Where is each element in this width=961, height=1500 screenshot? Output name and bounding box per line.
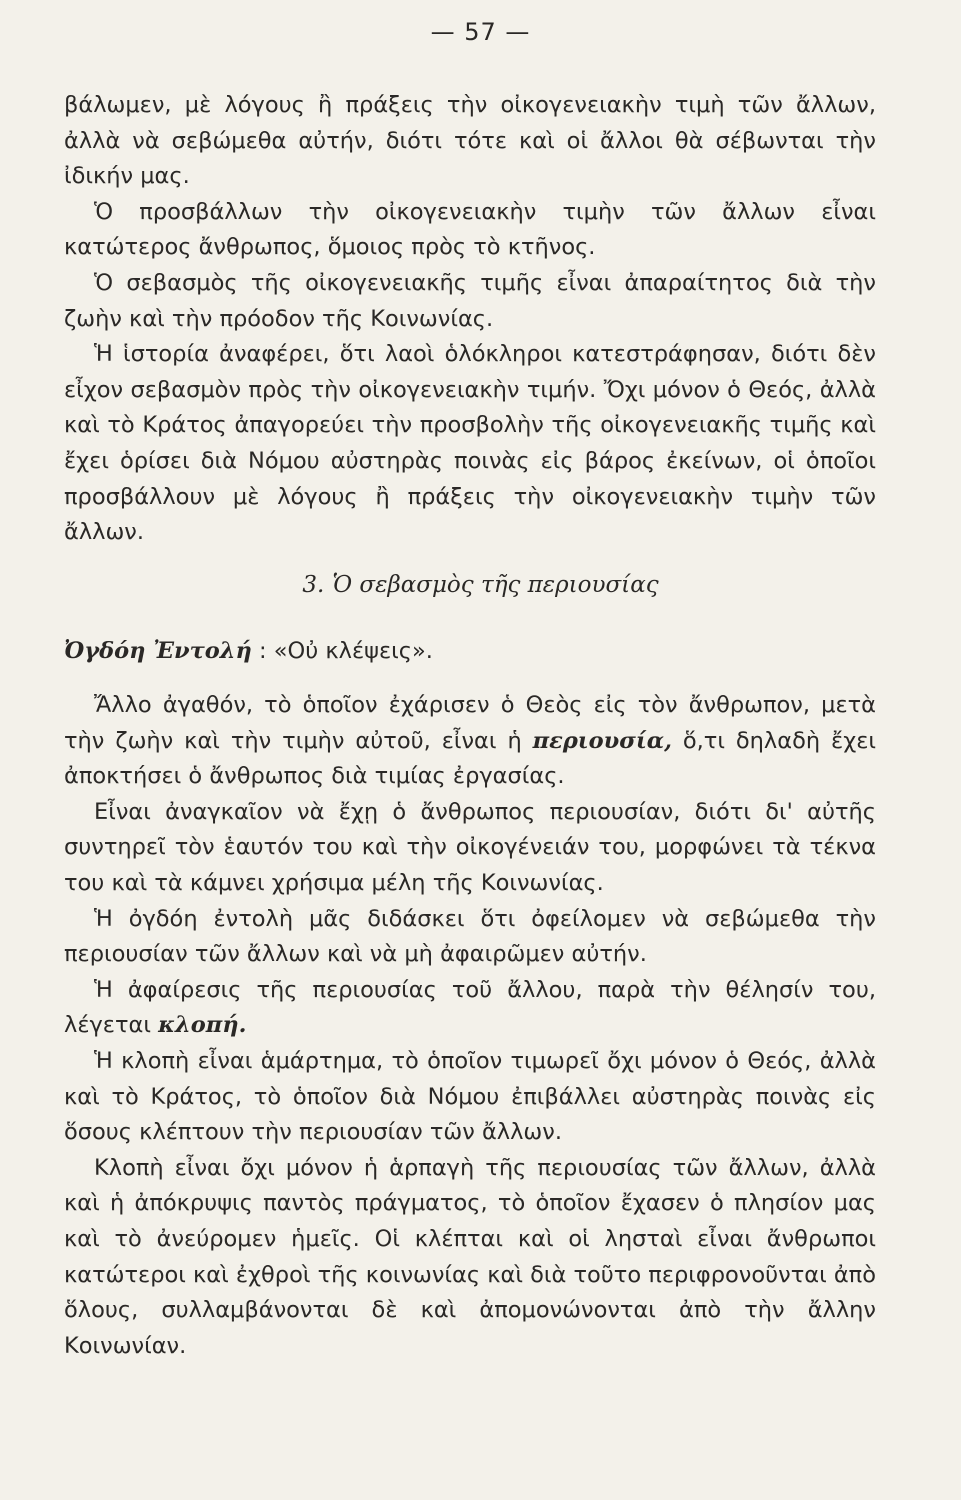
paragraph-continued: βάλωμεν, μὲ λόγους ἢ πράξεις τὴν οἰκογενειακὴν τιμὴ τῶν ἄλλων, ἀλλὰ νὰ σεβώμεθα αὐτήν, διότι τότε καὶ οἱ ἄλλοι θὰ σέβωνται τὴν ἰδικήν μας. (64, 92, 876, 190)
section-number: 3. (302, 572, 325, 598)
paragraph: Κλοπὴ εἶναι ὄχι μόνον ἡ ἁρπαγὴ τῆς περιουσίας τῶν ἄλλων, ἀλλὰ καὶ ἡ ἀπόκρυψις παντὸς πράγματος, τὸ ὁποῖον ἔχασεν ὁ πλησίον μας καὶ τὸ ἀνεύρομεν ἡμεῖς. Οἱ κλέπται καὶ οἱ λησταὶ εἶναι ἄνθρωποι κατώτεροι καὶ ἐχθροὶ τῆς κοινωνίας καὶ διὰ τοῦτο περιφρονοῦνται ἀπὸ ὅλους, συλλαμβάνονται δὲ καὶ ἀπομονώνονται ἀπὸ τὴν ἄλλην Κοινωνίαν. (64, 1154, 876, 1359)
paragraph-text: Ἡ ἀφαίρεσις τῆς περιουσίας τοῦ ἄλλου, παρὰ τὴν θέλησίν του, λέγεται (64, 976, 876, 1039)
emphasis-text: περιουσία, (532, 727, 672, 754)
text-block-top (64, 88, 876, 551)
commandment-text: «Οὐ κλέψεις». (273, 638, 433, 664)
paragraph: Ἡ ἱστορία ἀναφέρει, ὅτι λαοὶ ὁλόκληροι κατεστράφησαν, διότι δὲν εἶχον σεβασμὸν πρὸς τὴν οἰκογενειακὴν τιμήν. Ὄχι μόνον ὁ Θεός, ἀλλὰ καὶ τὸ Κράτος ἀπαγορεύει τὴν προσβολὴν τῆς οἰκογενειακῆς τιμῆς καὶ ἔχει ὁρίσει διὰ Νόμου αὐστηρὰς ποινὰς εἰς βάρος ἐκείνων, οἱ ὁποῖοι προσβάλλουν μὲ λόγους ἢ πράξεις τὴν οἰκογενειακὴν τιμὴν τῶν ἄλλων. (64, 341, 876, 546)
section-title: Ὁ σεβασμὸς τῆς περιουσίας (332, 572, 659, 598)
paragraph (64, 688, 876, 795)
paragraph-text: ὅ,τι δηλαδὴ ἔχει ἀποκτήσει ὁ ἄνθρωπος διὰ τιμίας ἐργασίας. (64, 727, 876, 790)
section-heading (0, 572, 961, 598)
paragraph: Ἡ κλοπὴ εἶναι ἁμάρτημα, τὸ ὁποῖον τιμωρεῖ ὄχι μόνον ὁ Θεός, ἀλλὰ καὶ τὸ Κράτος, τὸ ὁποῖον διὰ Νόμου ἐπιβάλλει αὐστηρὰς ποινὰς εἰς ὅσους κλέπτουν τὴν περιουσίαν τῶν ἄλλων. (64, 1047, 876, 1146)
paragraph: Εἶναι ἀναγκαῖον νὰ ἔχῃ ὁ ἄνθρωπος περιουσίαν, διότι δι' αὐτῆς συντηρεῖ τὸν ἑαυτόν του καὶ τὴν οἰκογένειάν του, μορφώνει τὰ τέκνα του καὶ τὰ κάμνει χρήσιμα μέλη τῆς Κοινωνίας. (64, 798, 876, 896)
page-number: — 57 — (430, 18, 531, 46)
commandment-label: Ὀγδόη Ἐντολή (64, 638, 252, 664)
paragraph: Ἡ ὀγδόη ἐντολὴ μᾶς διδάσκει ὅτι ὀφείλομεν νὰ σεβώμεθα τὴν περιουσίαν τῶν ἄλλων καὶ νὰ μὴ ἀφαιρῶμεν αὐτήν. (64, 905, 876, 968)
commandment-separator: : (259, 638, 267, 664)
emphasis-text: κλοπή. (158, 1012, 247, 1039)
commandment-line (64, 638, 433, 664)
paragraph (64, 973, 876, 1044)
paragraph: Ὁ σεβασμὸς τῆς οἰκογενειακῆς τιμῆς εἶναι ἀπαραίτητος διὰ τὴν ζωὴν καὶ τὴν πρόοδον τῆς Κοινωνίας. (64, 269, 876, 332)
text-block-bottom (64, 688, 876, 1364)
paragraph: Ὁ προσβάλλων τὴν οἰκογενειακὴν τιμὴν τῶν ἄλλων εἶναι κατώτερος ἄνθρωπος, ὅμοιος πρὸς τὸ κτῆνος. (64, 198, 876, 261)
paragraph-text: Ἄλλο ἀγαθόν, τὸ ὁποῖον ἐχάρισεν ὁ Θεὸς εἰς τὸν ἄνθρωπον, μετὰ τὴν ζωὴν καὶ τὴν τιμὴν αὐτοῦ, εἶναι ἡ (64, 692, 876, 754)
